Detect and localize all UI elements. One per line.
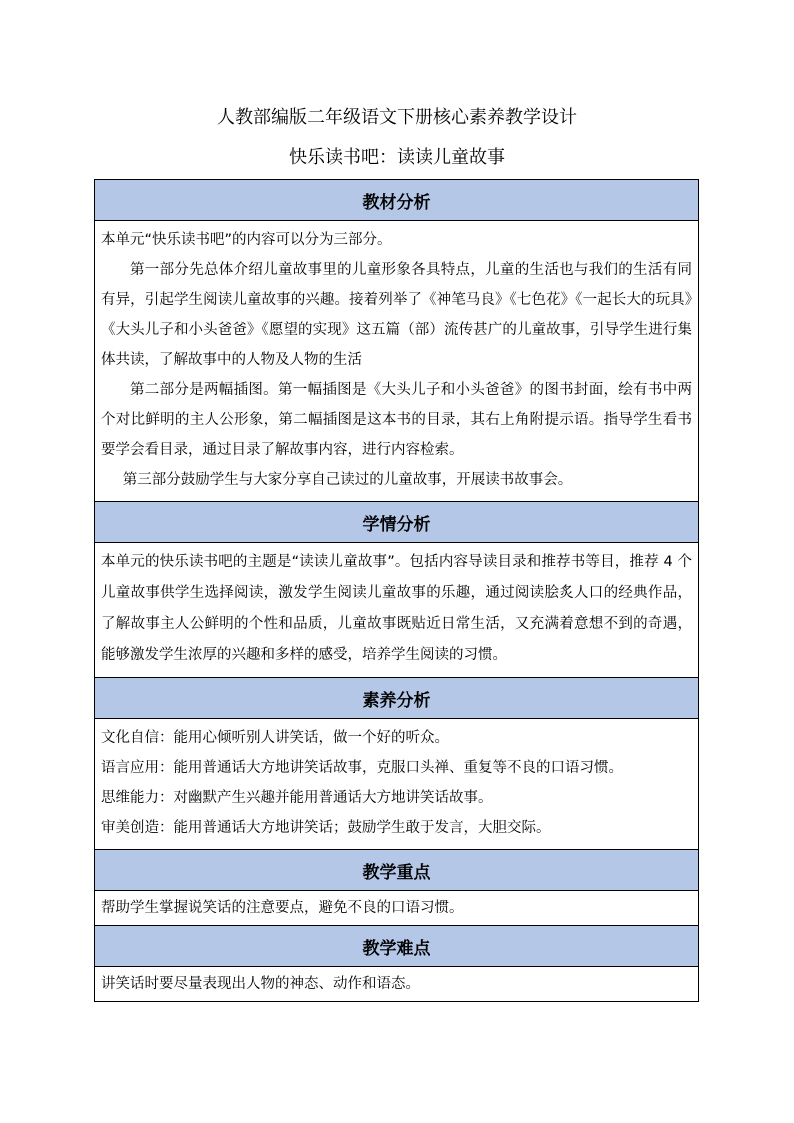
section-header-teaching-focus	[95, 850, 699, 891]
section-header-textbook-analysis	[95, 180, 699, 221]
section-body-teaching-focus	[95, 891, 699, 926]
document-title: 人教部编版二年级语文下册核心素养教学设计	[217, 107, 577, 128]
document-subtitle: 快乐读书吧：读读儿童故事	[289, 147, 505, 168]
literacy-item-thinking: 思维能力：对幽默产生兴趣并能用普通话大方地讲笑话故事。	[101, 790, 493, 806]
section-header-learner-analysis	[95, 502, 699, 543]
literacy-item-language: 语言应用：能用普通话大方地讲笑话故事，克服口头禅、重复等不良的口语习惯。	[101, 760, 623, 776]
lesson-plan-table	[94, 179, 699, 1002]
section-heading: 教材分析	[95, 180, 699, 221]
paragraph: 帮助学生掌握说笑话的注意要点，避免不良的口语习惯。	[101, 900, 464, 916]
paragraph: 本单元的快乐读书吧的主题是“读读儿童故事”。包括内容导读目录和推荐书等目，推荐 4 个儿童故事供学生选择阅读，激发学生阅读儿童故事的乐趣，通过阅读脍炙人口的经典作品，了解故事主人公鲜明的个性和品质，儿童故事既贴近日常生活，又充满着意想不到的奇遇，能够激发学生浓厚的兴趣和多样的感受，培养学生阅读的习惯。	[101, 554, 692, 663]
section-body-textbook-analysis	[95, 221, 699, 502]
paragraph: 本单元“快乐读书吧”的内容可以分为三部分。	[101, 232, 392, 248]
paragraph: 第二部分是两幅插图。第一幅插图是《大头儿子和小头爸爸》的图书封面，绘有书中两个对比鲜明的主人公形象，第二幅插图是这本书的目录，其右上角附提示语。指导学生看书要学会看目录，通过目录了解故事内容，进行内容检索。	[101, 382, 692, 458]
section-body-teaching-difficulty	[95, 967, 699, 1002]
paragraph: 第三部分鼓励学生与大家分享自己读过的儿童故事，开展读书故事会。	[122, 472, 573, 488]
section-body-literacy-analysis	[95, 719, 699, 850]
literacy-item-culture: 文化自信：能用心倾听别人讲笑话，做一个好的听众。	[101, 730, 449, 746]
section-heading: 教学难点	[95, 926, 699, 967]
section-header-literacy-analysis	[95, 678, 699, 719]
paragraph: 讲笑话时要尽量表现出人物的神态、动作和语态。	[101, 976, 420, 992]
paragraph: 第一部分先总体介绍儿童故事里的儿童形象各具特点，儿童的生活也与我们的生活有同有异，引起学生阅读儿童故事的兴趣。接着列举了《神笔马良》《七色花》《一起长大的玩具》《大头儿子和小头爸爸》《愿望的实现》这五篇（部）流传甚广的儿童故事，引导学生进行集体共读，了解故事中的人物及人物的生活	[101, 262, 692, 368]
section-header-teaching-difficulty	[95, 926, 699, 967]
section-heading: 素养分析	[95, 678, 699, 719]
section-body-learner-analysis	[95, 543, 699, 678]
section-heading: 学情分析	[95, 502, 699, 543]
section-heading: 教学重点	[95, 850, 699, 891]
literacy-item-aesthetics: 审美创造：能用普通话大方地讲笑话；鼓励学生敢于发言，大胆交际。	[101, 820, 551, 836]
